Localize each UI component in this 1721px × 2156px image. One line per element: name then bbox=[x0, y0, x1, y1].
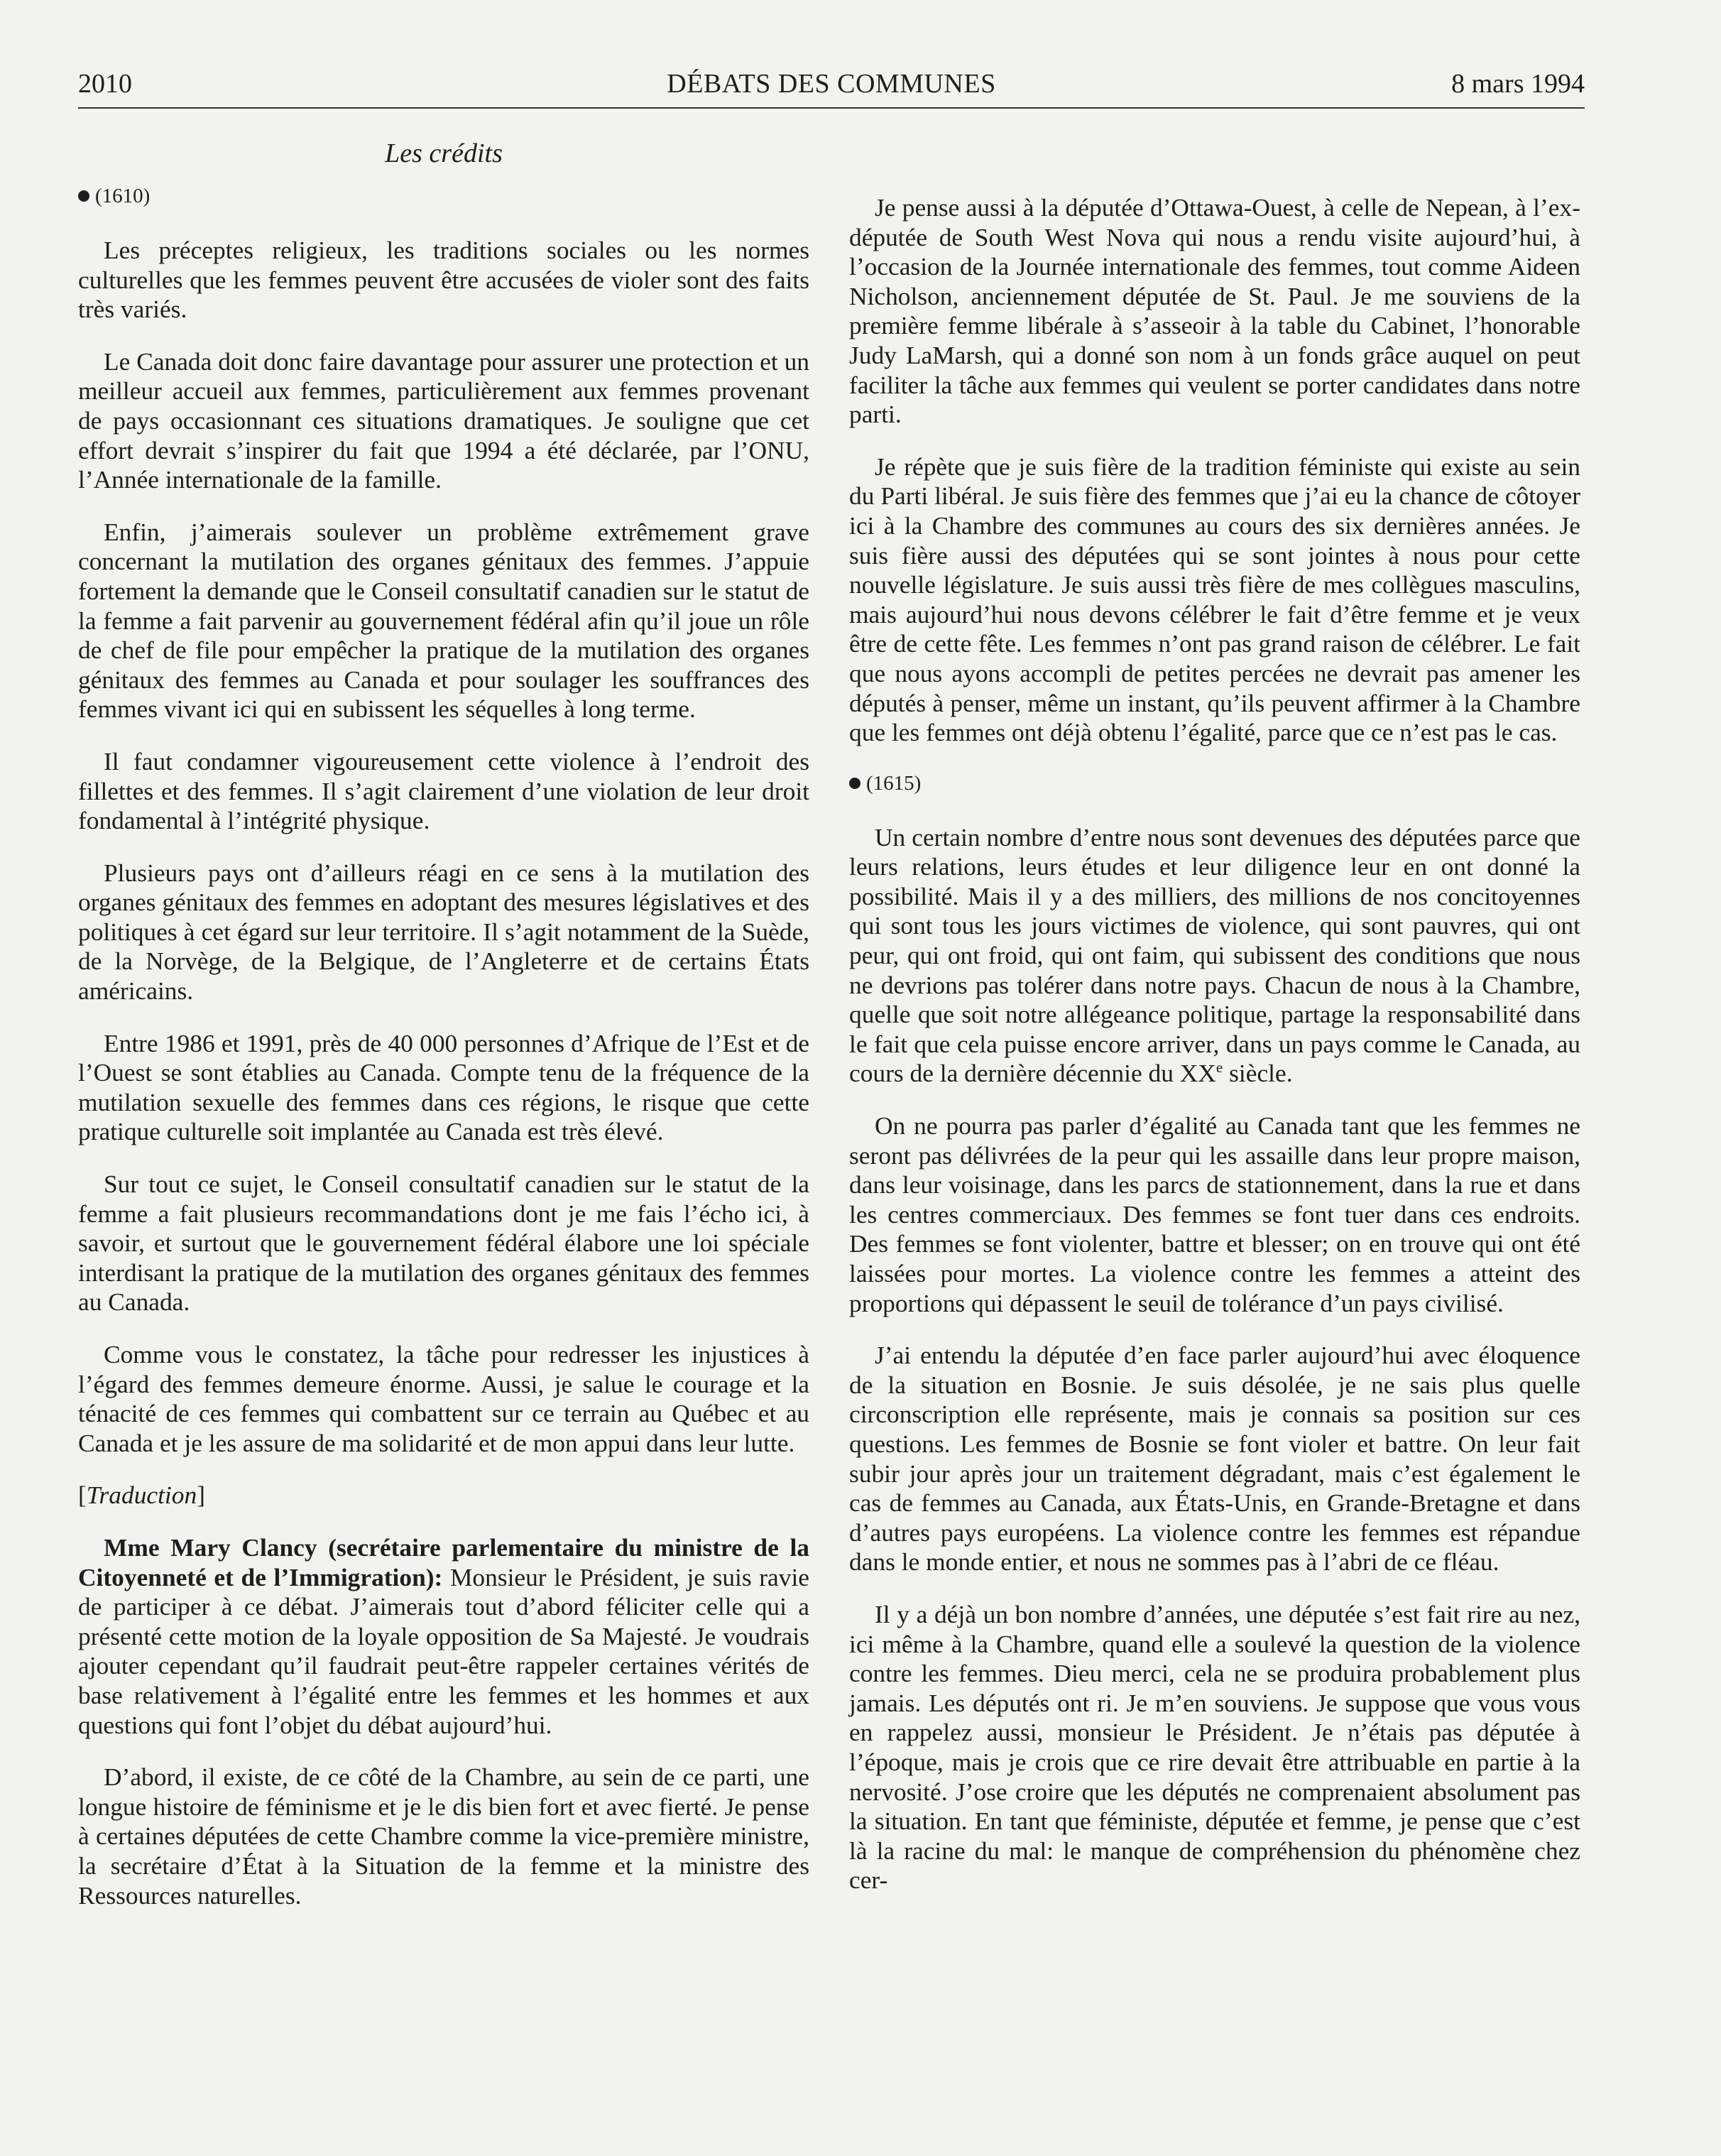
paragraph: Enfin, j’aimerais soulever un problème extrêmement grave concernant la mutilation des organes génitaux des femmes. J’appuie fortement la demande que le Conseil consultatif canadien sur le statut de la femme a fait parvenir au gouvernement fédéral afin qu’il joue un rôle de chef de file pour empêcher la pratique de la mutilation des organes génitaux des femmes au Canada et pour soulager les souffrances des femmes vivant ici qui en subissent les séquelles à long terme. bbox=[78, 517, 809, 724]
paragraph: Le Canada doit donc faire davantage pour assurer une protection et un meilleur accueil aux femmes, particulièrement aux femmes provenant de pays occasionnant ces situations dramatiques. Je souligne que cet effort devrait s’inspirer du fait que 1994 a été déclarée, par l’ONU, l’Année internationale de la famille. bbox=[78, 347, 809, 494]
translation-note-text: Traduction bbox=[86, 1481, 197, 1510]
paragraph bbox=[849, 823, 1580, 1089]
paragraph: On ne pourra pas parler d’égalité au Canada tant que les femmes ne seront pas délivrées de la peur qui les assaille dans leur propre maison, dans leur voisinage, dans les parcs de stationnement, dans la rue et dans les centres commerciaux. Des femmes se font tuer dans ces endroits. Des femmes se font violenter, battre et blesser; on en trouve qui ont été laissées pour mortes. La violence contre les femmes a atteint des proportions qui dépassent le seuil de tolérance d’un pays civilisé. bbox=[849, 1111, 1580, 1317]
superscript: e bbox=[1215, 1059, 1223, 1077]
time-marker bbox=[849, 771, 1580, 796]
paragraph: Les préceptes religieux, les traditions sociales ou les normes culturelles que les femmes peuvent être accusées de violer sont des faits très variés. bbox=[78, 236, 809, 324]
paragraph: Entre 1986 et 1991, près de 40 000 personnes d’Afrique de l’Est et de l’Ouest se sont établies au Canada. Compte tenu de la fréquence de la mutilation sexuelle des femmes dans ces régions, le risque que cette pratique culturelle soit implantée au Canada est très élevé. bbox=[78, 1028, 809, 1146]
page-header bbox=[78, 67, 1585, 109]
paragraph: Il faut condamner vigoureusement cette violence à l’endroit des fillettes et des femmes. Il s’agit clairement d’une violation de leur droit fondamental à l’intégrité physique. bbox=[78, 746, 809, 835]
speech-text: Monsieur le Président, je suis ravie de participer à ce débat. J’aimerais tout d’abord féliciter celle qui a présenté cette motion de la loyale opposition de Sa Majesté. Je voudrais ajouter cependant qu’il faudrait peut-être rappeler certaines vérités de base relativement à l’égalité entre les femmes et les hommes et aux questions qui font l’objet du débat aujourd’hui. bbox=[78, 1562, 809, 1739]
paragraph: J’ai entendu la députée d’en face parler aujourd’hui avec éloquence de la situation en Bosnie. Je suis désolée, je ne sais plus quelle circonscription elle représente, mais je connais sa position sur ces questions. Les femmes de Bosnie se font violer et battre. On leur fait subir jour après jour un traitement dégradant, mais c’est également le cas de femmes au Canada, aux États-Unis, en Grande-Bretagne et dans d’autres pays européens. La violence contre les femmes est répandue dans le monde entier, et nous ne sommes pas à l’abri de ce fléau. bbox=[849, 1341, 1580, 1577]
bullet-icon bbox=[78, 190, 89, 202]
left-column bbox=[78, 183, 809, 1933]
translation-note: [Traduction] bbox=[78, 1481, 205, 1510]
page-number: 2010 bbox=[78, 69, 132, 99]
speaker-name: Mme Mary Clancy (secrétaire parlementaire du ministre de la Citoyenneté et de l’Immigration): bbox=[78, 1532, 809, 1591]
paragraph: Je pense aussi à la députée d’Ottawa-Ouest, à celle de Nepean, à l’ex-députée de South West Nova qui nous a rendu visite aujourd’hui, à l’occasion de la Journée internationale des femmes, tout comme Aideen Nicholson, anciennement députée de St. Paul. Je me souviens de la première femme libérale à s’asseoir à la table du Cabinet, l’honorable Judy LaMarsh, qui a donné son nom à un fonds grâce auquel on peut faciliter la tâche aux femmes qui veulent se porter candidates dans notre parti. bbox=[849, 193, 1580, 429]
bullet-icon bbox=[849, 778, 860, 789]
time-marker bbox=[78, 183, 809, 209]
speech-paragraph bbox=[78, 1533, 809, 1740]
paragraph-text-end: siècle. bbox=[1223, 1059, 1293, 1088]
time-marker-text: (1610) bbox=[95, 185, 151, 207]
time-marker-text: (1615) bbox=[866, 771, 922, 795]
page-date: 8 mars 1994 bbox=[1451, 69, 1585, 99]
paragraph: Comme vous le constatez, la tâche pour redresser les injustices à l’égard des femmes demeure énorme. Aussi, je salue le courage et la ténacité de ces femmes qui combattent sur ce terrain au Québec et au Canada et je les assure de ma solidarité et de mon appui dans leur lutte. bbox=[78, 1340, 809, 1457]
right-column bbox=[849, 193, 1580, 1918]
paragraph: Sur tout ce sujet, le Conseil consultatif canadien sur le statut de la femme a fait plusieurs recommandations dont je me fais l’écho ici, à savoir, et surtout que le gouvernement fédéral élabore une loi spéciale interdisant la pratique de la mutilation des organes génitaux des femmes au Canada. bbox=[78, 1170, 809, 1317]
paragraph: D’abord, il existe, de ce côté de la Chambre, au sein de ce parti, une longue histoire de féminisme et je le dis bien fort et avec fierté. Je pense à certaines députées de cette Chambre comme la vice-première ministre, la secrétaire d’État à la Situation de la femme et la ministre des Ressources naturelles. bbox=[78, 1763, 809, 1910]
paragraph: Je répète que je suis fière de la tradition féministe qui existe au sein du Parti libéral. Je suis fière des femmes que j’ai eu la chance de côtoyer ici à la Chambre des communes au cours des six dernières années. Je suis fière aussi des députées qui se sont jointes à nous pour cette nouvelle législature. Je suis aussi très fière de mes collègues masculins, mais aujourd’hui nous devons célébrer le fait d’être femme et je veux être de cette fête. Les femmes n’ont pas grand raison de célébrer. Le fait que nous ayons accompli de petites percées ne devrait pas amener les députés à penser, même un instant, qu’ils peuvent affirmer à la Chambre que les femmes ont déjà obtenu l’égalité, parce que ce n’est pas le cas. bbox=[849, 452, 1580, 747]
publication-title: DÉBATS DES COMMUNES bbox=[667, 69, 996, 99]
section-subject: Les crédits bbox=[385, 138, 503, 168]
header-rule bbox=[78, 107, 1585, 109]
paragraph: Plusieurs pays ont d’ailleurs réagi en ce sens à la mutilation des organes génitaux des femmes en adoptant des mesures législatives et des politiques à cet égard sur leur territoire. Il s’agit notamment de la Suède, de la Norvège, de la Belgique, de l’Angleterre et de certains États américains. bbox=[78, 858, 809, 1006]
paragraph: Il y a déjà un bon nombre d’années, une députée s’est fait rire au nez, ici même à la Chambre, quand elle a soulevé la question de la violence contre les femmes. Dieu merci, cela ne se produira probablement plus jamais. Les députés ont ri. Je m’en souviens. Je suppose que vous vous en rappelez aussi, monsieur le Président. Je n’étais pas députée à l’époque, mais je crois que ce rire devait être attribuable en partie à la nervosité. J’ose croire que les députés ne comprenaient absolument pas la situation. En tant que féministe, députée et femme, je pense que c’est là la racine du mal: le manque de compréhension du phénomène chez cer- bbox=[849, 1599, 1580, 1895]
paragraph-text: Un certain nombre d’entre nous sont devenues des députées parce que leurs relations, leurs études et leur diligence leur en ont donné la possibilité. Mais il y a des milliers, des millions de nos concitoyennes qui sont tous les jours victimes de violence, qui sont pauvres, qui ont peur, qui ont froid, qui ont faim, qui subissent des conditions que nous ne devrions pas tolérer dans notre pays. Chacun de nous à la Chambre, quelle que soit notre allégeance politique, partage la responsabilité dans le fait que cela puisse encore arriver, dans un pays comme le Canada, au cours de la dernière décennie du XX bbox=[849, 822, 1580, 1088]
